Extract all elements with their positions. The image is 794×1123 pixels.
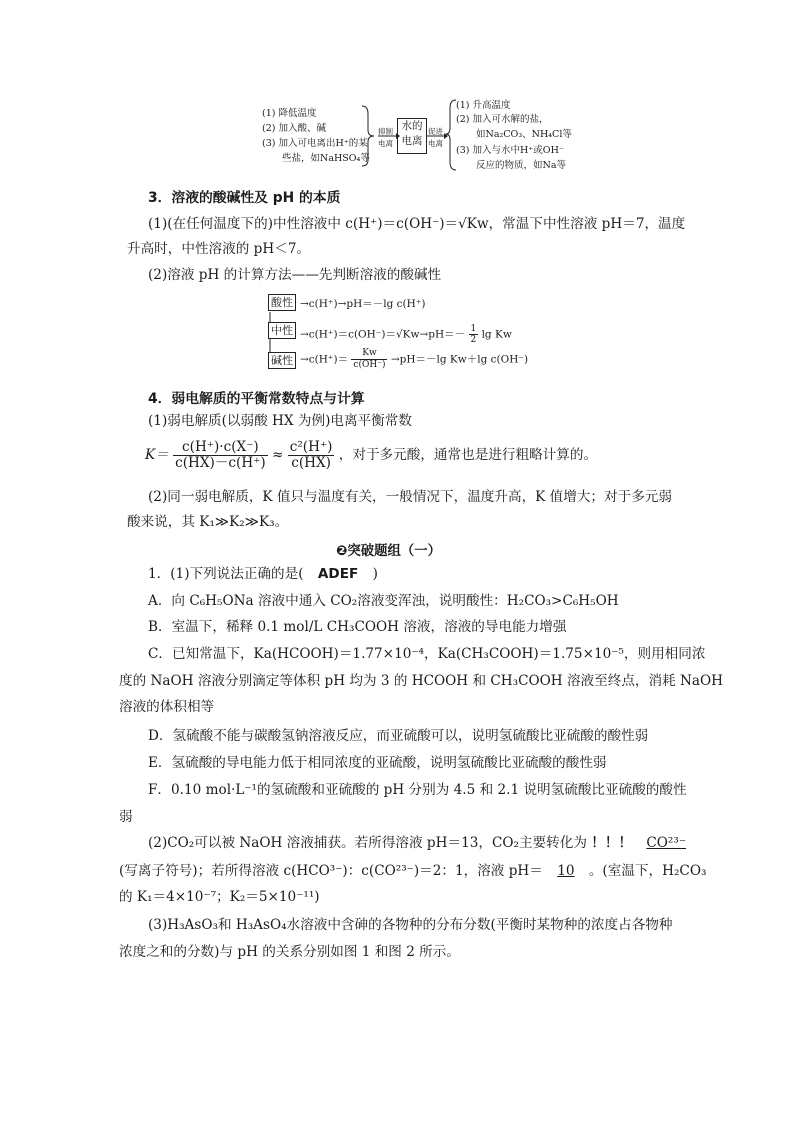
frac-den: c(HX)－c(H⁺) bbox=[175, 455, 266, 471]
option-d: D．氢硫酸不能与碳酸氢钠溶液反应，而亚硫酸可以，说明氢硫酸比亚硫酸的酸性弱 bbox=[148, 728, 649, 744]
inhibit-label: 抑制 bbox=[378, 127, 393, 136]
neutral-formula-a: →c(H⁺)＝c(OH⁻)＝√Kw→pH＝－ bbox=[300, 328, 466, 341]
water-ionization-box bbox=[397, 118, 427, 154]
k-fraction-1 bbox=[173, 440, 268, 471]
section-heading: 3．溶液的酸碱性及 pH 的本质 bbox=[148, 190, 341, 206]
k-suffix: ，对于多元酸，通常也是进行粗略计算的。 bbox=[338, 447, 598, 463]
promote-label: 促进 bbox=[428, 127, 443, 136]
frac-num: Kw bbox=[351, 348, 387, 360]
left-item: (2) 加入酸、碱 bbox=[262, 123, 326, 134]
box-line1: 水的 bbox=[401, 120, 423, 132]
base-label: 碱性 bbox=[268, 352, 296, 369]
approx-sign: ≈ bbox=[272, 447, 284, 463]
frac-den: 2 bbox=[470, 335, 477, 345]
answer-text: ADEF bbox=[317, 566, 359, 582]
option-c: C．已知常温下，Ka(HCOOH)＝1.77×10⁻⁴，Ka(CH₃COOH)＝1.75×10⁻⁵，则用相同浓 bbox=[148, 646, 706, 662]
frac-den: c(OH⁻) bbox=[353, 360, 386, 370]
frac-num: 1 bbox=[470, 324, 477, 334]
q2-line2 bbox=[119, 863, 706, 879]
neutral-formula-b: lg Kw bbox=[481, 328, 512, 341]
q3-line1: (3)H₃AsO₃和 H₃AsO₄水溶液中含砷的各物种的分布分数(平衡时某物种的浓度占各物种 bbox=[148, 917, 673, 933]
q2-text: 。(室温下，H₂CO₃ bbox=[588, 863, 707, 879]
kw-fraction bbox=[351, 348, 387, 371]
option-b: B．室温下，稀释 0.1 mol/L CH₃COOH 溶液，溶液的导电能力增强 bbox=[148, 619, 567, 635]
paragraph: 升高时，中性溶液的 pH＜7。 bbox=[127, 241, 311, 257]
left-item: 些盐，如NaHSO₄等 bbox=[282, 153, 370, 164]
acid-label: 酸性 bbox=[268, 294, 296, 311]
k-fraction-2 bbox=[288, 440, 335, 471]
q2-marks: ！！！ bbox=[591, 835, 633, 851]
right-item: (2) 加入可水解的盐， bbox=[456, 114, 549, 125]
base-formula-b: →pH＝－lg Kw＋lg c(OH⁻) bbox=[390, 353, 529, 366]
left-item: (1) 降低温度 bbox=[262, 108, 317, 119]
frac-den: c(HX) bbox=[291, 455, 331, 471]
option-c-cont: 溶液的体积相等 bbox=[119, 699, 215, 715]
box-line2: 电离 bbox=[401, 135, 423, 147]
left-item: (3) 加入可电离出H⁺的某 bbox=[262, 138, 368, 149]
option-a: A．向 C₆H₅ONa 溶液中通入 CO₂溶液变浑浊，说明酸性：H₂CO₃>C₆H₅OH bbox=[148, 593, 619, 609]
q2-text: (写离子符号)；若所得溶液 c(HCO³⁻)：c(CO²³⁻)＝2：1，溶液 pH＝ bbox=[119, 863, 543, 879]
section-heading: 4．弱电解质的平衡常数特点与计算 bbox=[148, 391, 365, 407]
stem-close: ) bbox=[372, 566, 378, 582]
ionize-label: 电离 bbox=[378, 139, 393, 148]
paragraph: 酸来说，其 K₁≫K₂≫K₃。 bbox=[127, 514, 289, 530]
q2-line3: 的 K₁＝4×10⁻⁷；K₂＝5×10⁻¹¹) bbox=[119, 889, 320, 905]
acid-formula: →c(H⁺)→pH＝－lg c(H⁺) bbox=[300, 298, 426, 310]
stem-text: 1．(1)下列说法正确的是( bbox=[148, 566, 304, 582]
k-prefix: K＝ bbox=[145, 447, 169, 463]
right-item: 反应的物质，如Na等 bbox=[476, 160, 566, 171]
option-f-cont: 弱 bbox=[119, 809, 133, 825]
paragraph: (2)溶液 pH 的计算方法——先判断溶液的酸碱性 bbox=[148, 267, 442, 283]
right-item: (1) 升高温度 bbox=[456, 100, 511, 111]
base-formula-a: →c(H⁺)＝ bbox=[300, 353, 349, 366]
base-formula bbox=[300, 348, 528, 371]
q3-line2: 浓度之和的分数)与 pH 的关系分别如图 1 和图 2 所示。 bbox=[119, 944, 460, 960]
option-e: E．氢硫酸的导电能力低于相同浓度的亚硫酸，说明氢硫酸比亚硫酸的酸性弱 bbox=[148, 755, 607, 771]
q2-answer-blank: 10 bbox=[557, 863, 575, 879]
option-f: F．0.10 mol·L⁻¹的氢硫酸和亚硫酸的 pH 分别为 4.5 和 2.1 说明氢硫酸比亚硫酸的酸性 bbox=[148, 782, 687, 798]
right-item: 如Na₂CO₃、NH₄Cl等 bbox=[476, 129, 572, 140]
option-c-cont: 度的 NaOH 溶液分别滴定等体积 pH 均为 3 的 HCOOH 和 CH₃COOH 溶液至终点，消耗 NaOH bbox=[119, 673, 724, 689]
right-item: (3) 加入与水中H⁺或OH⁻ bbox=[456, 145, 564, 156]
frac-num: c(H⁺)·c(X⁻) bbox=[173, 440, 268, 456]
ionize-label-right: 电离 bbox=[428, 139, 443, 148]
paragraph: (2)同一弱电解质，K 值只与温度有关，一般情况下，温度升高，K 值增大；对于多元弱 bbox=[148, 489, 672, 505]
practice-group-heading: ❷突破题组（一） bbox=[336, 544, 442, 559]
q2-answer-blank: CO²³⁻ bbox=[646, 835, 686, 851]
paragraph: (1)(在任何温度下的)中性溶液中 c(H⁺)＝c(OH⁻)＝√Kw，常温下中性溶液 pH＝7，温度 bbox=[148, 216, 686, 232]
half-fraction bbox=[469, 324, 479, 345]
k-expression bbox=[145, 440, 597, 471]
paragraph: (1)弱电解质(以弱酸 HX 为例)电离平衡常数 bbox=[148, 413, 412, 429]
neutral-label: 中性 bbox=[268, 322, 296, 339]
q2-text: (2)CO₂可以被 NaOH 溶液捕获。若所得溶液 pH＝13，CO₂主要转化为 bbox=[148, 835, 587, 851]
neutral-formula bbox=[300, 324, 512, 345]
q2-line1 bbox=[148, 835, 694, 851]
frac-num: c²(H⁺) bbox=[289, 439, 333, 455]
question-stem bbox=[148, 566, 378, 582]
